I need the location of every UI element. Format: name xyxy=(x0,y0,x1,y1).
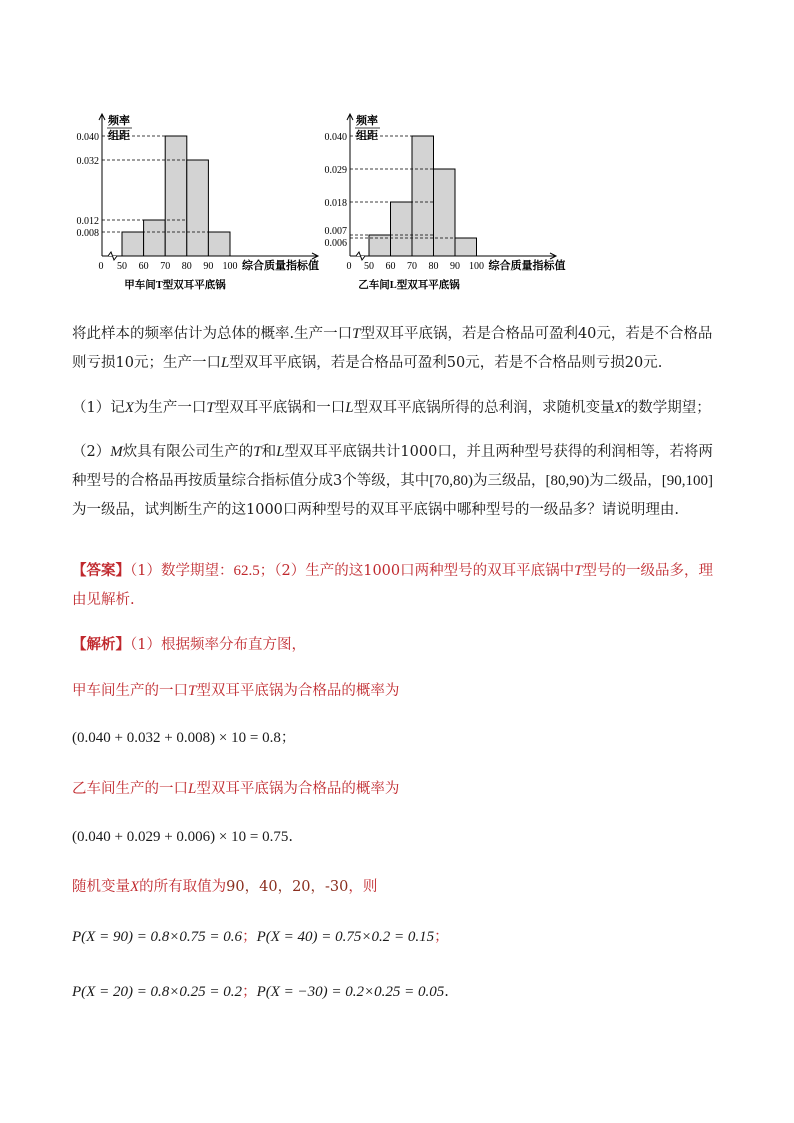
text-segment: 元；生产一口 xyxy=(133,355,221,371)
interval-70-80: [70,80) xyxy=(429,473,473,489)
histogram-bar xyxy=(122,232,144,256)
num-20: 20 xyxy=(624,355,644,371)
text-segment: 炊具有限公司生产的 xyxy=(122,444,254,460)
prob-x-90: P(X = 90) = 0.8×0.75 = 0.6 xyxy=(72,929,243,945)
num-40: 40 xyxy=(577,326,597,342)
answer-value: 62.5 xyxy=(233,563,260,579)
text-segment: 元，若是不合格品则亏损 xyxy=(72,326,713,371)
punctuation: . xyxy=(288,829,293,845)
prob-x-20: P(X = 20) = 0.8×0.25 = 0.2 xyxy=(72,984,243,1000)
x-origin-label: 0 xyxy=(346,261,352,272)
punctuation: ； xyxy=(242,984,257,1000)
analysis-line-2 xyxy=(72,775,724,804)
num-1000: 1000 xyxy=(400,444,438,460)
num-10: 10 xyxy=(115,355,134,371)
text-segment: 个等级，其中 xyxy=(342,473,430,489)
histogram-svg-1 xyxy=(70,98,340,294)
var-T: T xyxy=(574,563,583,579)
text-segment: （1）记 xyxy=(72,400,125,416)
text-segment: 随机变量 xyxy=(72,879,130,895)
y-label-top: 频率 xyxy=(108,115,130,127)
text-segment: 型双耳平底锅和一口 xyxy=(214,400,346,416)
x-tick-label: 90 xyxy=(203,261,214,272)
histogram-bar xyxy=(208,232,230,256)
text-segment: 口两种型号的双耳平底锅中哪种型号的一级品多？请说明理由. xyxy=(282,502,680,518)
text-segment: 的所有取值为 xyxy=(139,879,227,895)
prob-x-40: P(X = 40) = 0.75×0.2 = 0.15 xyxy=(256,929,435,945)
x-tick-label: 50 xyxy=(117,261,127,272)
equation-2 xyxy=(72,823,724,852)
text-segment: 型双耳平底锅为合格品的概率为 xyxy=(196,781,400,797)
text-segment: 型双耳平底锅所得的总利润，求随机变量 xyxy=(353,400,615,416)
num-3: 3 xyxy=(333,473,343,489)
text-segment: 口，并且两种型号获得的利润相等，若将两种型号的合格品再按质量综合指标值分成 xyxy=(72,444,713,489)
y-tick-label: 0.006 xyxy=(324,238,347,249)
var-X: X xyxy=(124,400,134,416)
text-segment: ，则 xyxy=(348,879,378,895)
analysis-line-1 xyxy=(72,677,724,706)
x-tick-label: 70 xyxy=(160,261,171,272)
x-tick-label: 60 xyxy=(385,261,396,272)
var-L: L xyxy=(276,444,285,460)
punctuation: ； xyxy=(280,730,296,746)
text-segment: 口两种型号的双耳平底锅中 xyxy=(400,563,575,579)
equation-1-expression: (0.040 + 0.032 + 0.008) × 10 = 0.8 xyxy=(72,730,281,746)
x-tick-label: 90 xyxy=(450,261,460,272)
text-segment: 将此样本的频率估计为总体的概率.生产一口 xyxy=(72,326,353,342)
question-1 xyxy=(72,394,724,423)
x-tick-label: 70 xyxy=(407,261,417,272)
y-tick-label: 0.029 xyxy=(324,165,347,176)
text-segment: （1）数学期望： xyxy=(130,563,234,579)
histogram-bar xyxy=(434,169,456,256)
interval-90-100: [90,100] xyxy=(661,473,713,489)
y-tick-label: 0.032 xyxy=(76,156,99,167)
histogram-bar xyxy=(165,136,187,256)
text-segment: 乙车间生产的一口 xyxy=(72,781,188,797)
y-label-bottom: 组距 xyxy=(108,130,130,142)
var-T: T xyxy=(206,400,215,416)
x-axis-label: 综合质量指标值 xyxy=(242,260,319,272)
var-X: X xyxy=(614,400,624,416)
text-segment: 为二级品， xyxy=(589,473,662,489)
y-tick-label: 0.040 xyxy=(324,132,347,143)
answer-block xyxy=(72,556,724,615)
text-segment: 为一级品，试判断生产的这 xyxy=(72,502,246,518)
axis-break xyxy=(108,252,117,260)
num-1000: 1000 xyxy=(246,502,283,518)
var-X: X xyxy=(130,879,140,895)
x-tick-label: 50 xyxy=(364,261,374,272)
histogram-chart-1 xyxy=(70,98,340,298)
var-L: L xyxy=(220,355,230,371)
axis-break xyxy=(356,252,365,260)
equation-3 xyxy=(72,923,724,952)
num-50: 50 xyxy=(446,355,466,371)
text-segment: 型号的一级品多，理由见解析. xyxy=(72,563,713,608)
y-label-bottom: 组距 xyxy=(356,130,378,142)
var-L: L xyxy=(188,781,197,797)
text-segment: 型双耳平底锅，若是合格品可盈利 xyxy=(360,326,578,342)
x-tick-label: 100 xyxy=(469,261,484,272)
punctuation: . xyxy=(444,984,449,1000)
answer-label: 【答案】 xyxy=(72,562,130,579)
x-axis-label: 综合质量指标值 xyxy=(488,260,566,272)
question-2 xyxy=(72,438,724,525)
var-L: L xyxy=(345,400,354,416)
histogram-bar xyxy=(391,202,413,256)
problem-intro xyxy=(72,320,724,378)
x-tick-label: 100 xyxy=(222,261,238,272)
y-tick-label: 0.008 xyxy=(76,228,99,239)
y-tick-label: 0.007 xyxy=(324,226,347,237)
text-segment: （2） xyxy=(72,444,111,460)
y-tick-label: 0.012 xyxy=(76,216,99,227)
punctuation: ； xyxy=(434,929,449,945)
chart-caption: 甲车间T型双耳平底锅 xyxy=(124,280,226,291)
y-tick-label: 0.040 xyxy=(76,132,99,143)
y-tick-label: 0.018 xyxy=(324,198,347,209)
histogram-chart-2 xyxy=(318,98,578,298)
x-tick-label: 80 xyxy=(428,261,439,272)
y-label-top: 频率 xyxy=(356,115,378,127)
x-values: 90，40，20，-30 xyxy=(226,879,349,895)
var-T: T xyxy=(188,683,197,699)
equation-4 xyxy=(72,978,724,1007)
var-T: T xyxy=(352,326,361,342)
x-tick-label: 60 xyxy=(138,261,149,272)
text-segment: 元，若是不合格品则亏损 xyxy=(465,355,625,371)
num-1000: 1000 xyxy=(363,563,401,579)
text-segment: 型双耳平底锅，若是合格品可盈利 xyxy=(229,355,447,371)
text-segment: 的数学期望； xyxy=(623,400,711,416)
text-segment: 为生产一口 xyxy=(133,400,207,416)
x-origin-label: 0 xyxy=(98,261,104,272)
analysis-label: 【解析】 xyxy=(72,636,130,653)
text-segment: 为三级品， xyxy=(472,473,546,489)
interval-80-90: [80,90) xyxy=(545,473,590,489)
text-segment: ；（2）生产的这 xyxy=(259,563,364,579)
text-segment: 元. xyxy=(643,355,663,371)
text-segment: （1）根据频率分布直方图， xyxy=(130,637,306,653)
histogram-bar xyxy=(187,160,209,256)
analysis-line-3 xyxy=(72,873,724,902)
var-M: M xyxy=(110,444,123,460)
histogram-bar xyxy=(144,220,166,256)
var-T: T xyxy=(253,444,262,460)
equation-1 xyxy=(72,724,724,753)
equation-2-expression: (0.040 + 0.029 + 0.006) × 10 = 0.75 xyxy=(72,829,289,845)
histogram-svg-2 xyxy=(318,98,578,294)
x-tick-label: 80 xyxy=(181,261,192,272)
punctuation: ； xyxy=(242,929,257,945)
text-segment: 和 xyxy=(261,444,277,460)
text-segment: 型双耳平底锅为合格品的概率为 xyxy=(196,683,400,699)
histogram-bar xyxy=(455,238,477,256)
analysis-heading xyxy=(72,630,724,660)
prob-x-neg30: P(X = −30) = 0.2×0.25 = 0.05 xyxy=(256,984,445,1000)
text-segment: 甲车间生产的一口 xyxy=(72,683,188,699)
text-segment: 型双耳平底锅共计 xyxy=(284,444,401,460)
chart-caption: 乙车间L型双耳平底锅 xyxy=(358,280,460,291)
